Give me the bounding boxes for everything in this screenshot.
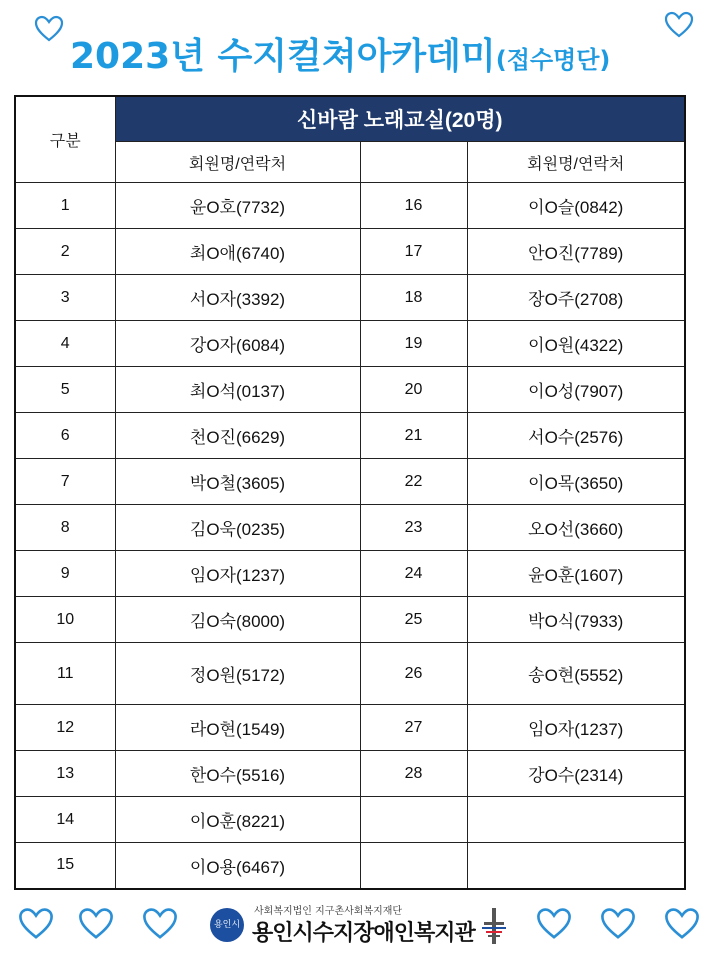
- row-number-2: 22: [360, 459, 467, 505]
- organization-name: 용인시수지장애인복지관: [252, 921, 475, 946]
- roster-table: [14, 95, 686, 890]
- member-name-2: 이O성(7907): [467, 367, 685, 413]
- member-name-1: 강O자(6084): [115, 321, 360, 367]
- table-row: [15, 597, 685, 643]
- row-number-2: [360, 843, 467, 889]
- table-row: [15, 705, 685, 751]
- row-number-2: 21: [360, 413, 467, 459]
- heart-icon: [536, 906, 572, 942]
- column-header-gubun: 구분: [15, 96, 115, 183]
- row-number-1: 15: [15, 843, 115, 889]
- row-number-1: 13: [15, 751, 115, 797]
- row-number-2: 23: [360, 505, 467, 551]
- member-name-1: 최O애(6740): [115, 229, 360, 275]
- row-number-2: 19: [360, 321, 467, 367]
- row-number-2: 25: [360, 597, 467, 643]
- heart-icon: [18, 906, 54, 942]
- row-number-2: 24: [360, 551, 467, 597]
- member-name-2: 강O수(2314): [467, 751, 685, 797]
- logo-badge: 용인시: [210, 908, 244, 942]
- row-number-1: 1: [15, 183, 115, 229]
- row-number-2: 16: [360, 183, 467, 229]
- table-row: [15, 367, 685, 413]
- member-name-1: 이O훈(8221): [115, 797, 360, 843]
- table-row: [15, 459, 685, 505]
- page-title-sub: (접수명단): [495, 46, 611, 74]
- heart-icon: [78, 906, 114, 942]
- member-name-2: 송O현(5552): [467, 643, 685, 705]
- table-row: [15, 643, 685, 705]
- organization-subtitle: 사회복지법인 지구촌사회복지재단: [254, 906, 403, 917]
- row-number-2: 28: [360, 751, 467, 797]
- member-name-1: 서O자(3392): [115, 275, 360, 321]
- row-number-1: 7: [15, 459, 115, 505]
- member-name-1: 한O수(5516): [115, 751, 360, 797]
- column-header-name-2: 회원명/연락처: [467, 142, 685, 183]
- cross-logo-icon: [482, 906, 506, 946]
- heart-icon: [664, 906, 700, 942]
- member-name-2: [467, 843, 685, 889]
- member-name-1: 김O숙(8000): [115, 597, 360, 643]
- row-number-1: 8: [15, 505, 115, 551]
- table-row: [15, 797, 685, 843]
- row-number-1: 10: [15, 597, 115, 643]
- member-name-2: 장O주(2708): [467, 275, 685, 321]
- row-number-1: 6: [15, 413, 115, 459]
- table-row: [15, 321, 685, 367]
- row-number-2: 26: [360, 643, 467, 705]
- table-row: [15, 751, 685, 797]
- row-number-1: 2: [15, 229, 115, 275]
- row-number-2: 17: [360, 229, 467, 275]
- page-title-main: 2023년 수지컬쳐아카데미: [70, 36, 496, 77]
- member-name-2: [467, 797, 685, 843]
- row-number-1: 4: [15, 321, 115, 367]
- member-name-2: 임O자(1237): [467, 705, 685, 751]
- member-name-1: 임O자(1237): [115, 551, 360, 597]
- row-number-1: 11: [15, 643, 115, 705]
- member-name-1: 최O석(0137): [115, 367, 360, 413]
- heart-icon: [34, 14, 64, 44]
- row-number-2: 18: [360, 275, 467, 321]
- member-name-1: 김O욱(0235): [115, 505, 360, 551]
- heart-icon: [142, 906, 178, 942]
- member-name-1: 라O현(1549): [115, 705, 360, 751]
- heart-icon: [600, 906, 636, 942]
- table-row: [15, 843, 685, 889]
- organization-logo: [210, 898, 510, 954]
- member-name-1: 박O철(3605): [115, 459, 360, 505]
- member-name-1: 윤O호(7732): [115, 183, 360, 229]
- page-title: [70, 32, 690, 82]
- member-name-1: 정O원(5172): [115, 643, 360, 705]
- member-name-2: 오O선(3660): [467, 505, 685, 551]
- row-number-2: 27: [360, 705, 467, 751]
- table-row: [15, 505, 685, 551]
- member-name-2: 서O수(2576): [467, 413, 685, 459]
- table-row: [15, 229, 685, 275]
- column-header-name-1: 회원명/연락처: [115, 142, 360, 183]
- member-name-2: 안O진(7789): [467, 229, 685, 275]
- member-name-2: 이O목(3650): [467, 459, 685, 505]
- class-title-header: 신바람 노래교실(20명): [115, 96, 685, 142]
- column-header-blank: [360, 142, 467, 183]
- table-row: [15, 551, 685, 597]
- member-name-1: 천O진(6629): [115, 413, 360, 459]
- row-number-1: 14: [15, 797, 115, 843]
- row-number-1: 12: [15, 705, 115, 751]
- table-row: [15, 413, 685, 459]
- member-name-2: 이O원(4322): [467, 321, 685, 367]
- member-name-1: 이O용(6467): [115, 843, 360, 889]
- member-name-2: 박O식(7933): [467, 597, 685, 643]
- row-number-1: 9: [15, 551, 115, 597]
- member-name-2: 윤O훈(1607): [467, 551, 685, 597]
- row-number-1: 3: [15, 275, 115, 321]
- row-number-2: 20: [360, 367, 467, 413]
- roster-body: [15, 183, 685, 889]
- table-row: [15, 183, 685, 229]
- row-number-2: [360, 797, 467, 843]
- row-number-1: 5: [15, 367, 115, 413]
- member-name-2: 이O슬(0842): [467, 183, 685, 229]
- table-row: [15, 275, 685, 321]
